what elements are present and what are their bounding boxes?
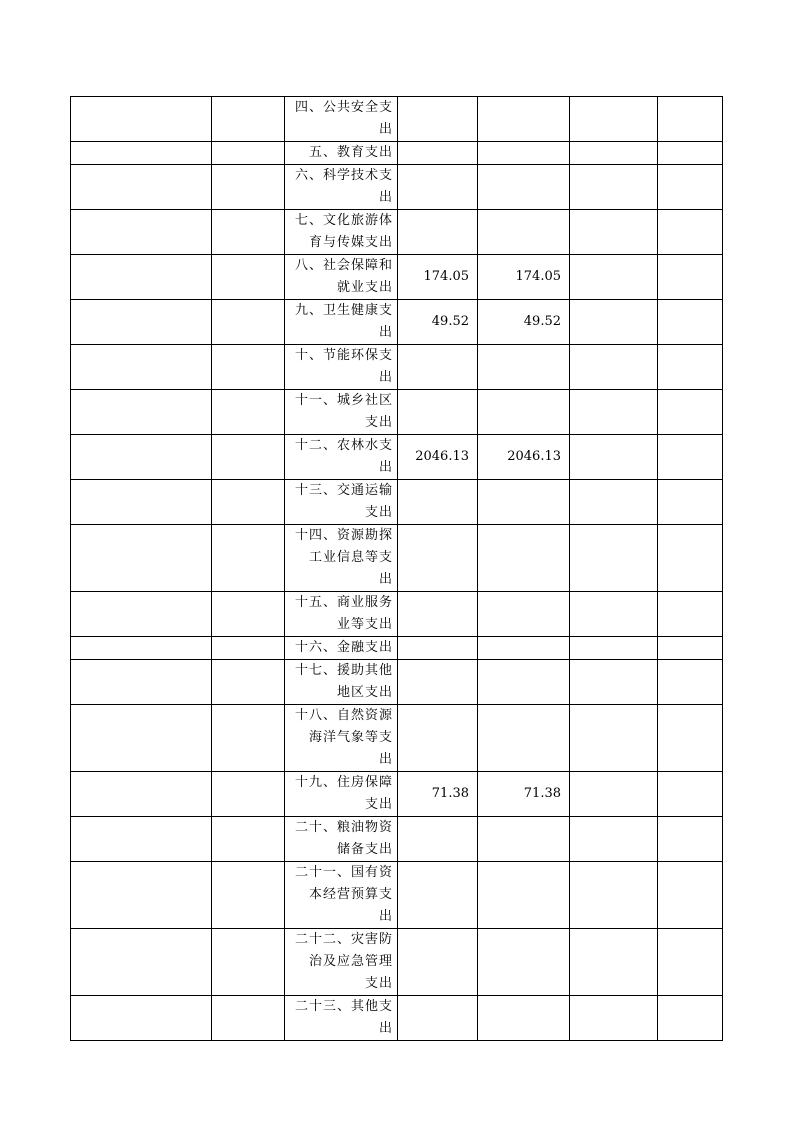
cell-item (285, 637, 398, 660)
table-row (71, 525, 723, 592)
cell-col6 (570, 772, 658, 817)
cell-amount (398, 637, 478, 660)
cell-item-text: 十四、资源勘探 工业信息等支 出 (294, 528, 393, 587)
cell-col6 (570, 390, 658, 435)
table-row (71, 345, 723, 390)
cell-col1 (71, 480, 212, 525)
cell-amount2 (478, 772, 570, 817)
cell-col1 (71, 142, 212, 165)
cell-amount2 (478, 345, 570, 390)
cell-col1 (71, 996, 212, 1041)
cell-amount (398, 345, 478, 390)
cell-col2 (212, 817, 285, 862)
cell-amount-text: 2046.13 (415, 449, 469, 464)
table-row (71, 772, 723, 817)
table-row (71, 142, 723, 165)
cell-item (285, 996, 398, 1041)
cell-amount2 (478, 817, 570, 862)
cell-amount (398, 772, 478, 817)
cell-amount (398, 817, 478, 862)
cell-col2 (212, 390, 285, 435)
cell-amount2 (478, 165, 570, 210)
cell-col7 (658, 390, 723, 435)
cell-item (285, 300, 398, 345)
table-row (71, 210, 723, 255)
table-row (71, 637, 723, 660)
cell-amount2 (478, 390, 570, 435)
cell-item (285, 142, 398, 165)
cell-col6 (570, 435, 658, 480)
table-row (71, 390, 723, 435)
cell-col2 (212, 637, 285, 660)
cell-col1 (71, 300, 212, 345)
cell-item (285, 705, 398, 772)
cell-col2 (212, 862, 285, 929)
cell-col1 (71, 862, 212, 929)
cell-col6 (570, 817, 658, 862)
cell-col2 (212, 210, 285, 255)
cell-item (285, 592, 398, 637)
cell-item (285, 97, 398, 142)
cell-col2 (212, 345, 285, 390)
cell-item-text: 六、科学技术支 出 (294, 168, 393, 205)
cell-amount2 (478, 929, 570, 996)
cell-col1 (71, 525, 212, 592)
cell-col6 (570, 345, 658, 390)
table-row (71, 929, 723, 996)
cell-col1 (71, 210, 212, 255)
cell-item-text: 十六、金融支出 (294, 640, 393, 655)
cell-col7 (658, 345, 723, 390)
cell-item (285, 345, 398, 390)
cell-item (285, 480, 398, 525)
cell-item-text: 八、社会保障和 就业支出 (294, 258, 393, 295)
cell-col6 (570, 525, 658, 592)
cell-item (285, 435, 398, 480)
cell-amount2-text: 2046.13 (507, 449, 561, 464)
cell-col6 (570, 210, 658, 255)
cell-item (285, 210, 398, 255)
cell-col6 (570, 97, 658, 142)
cell-item-text: 二十、粮油物资 储备支出 (294, 820, 393, 857)
cell-col1 (71, 705, 212, 772)
cell-item-text: 十五、商业服务 业等支出 (294, 595, 393, 632)
cell-amount (398, 165, 478, 210)
table-row (71, 300, 723, 345)
cell-item-text: 七、文化旅游体 育与传媒支出 (294, 213, 393, 250)
cell-col6 (570, 660, 658, 705)
table-row (71, 817, 723, 862)
table-row (71, 255, 723, 300)
table-row (71, 165, 723, 210)
cell-col6 (570, 929, 658, 996)
cell-amount2 (478, 210, 570, 255)
cell-col7 (658, 996, 723, 1041)
table-row (71, 97, 723, 142)
cell-item-text: 十、节能环保支 出 (294, 348, 393, 385)
cell-amount2 (478, 300, 570, 345)
cell-item-text: 二十一、国有资 本经营预算支 出 (294, 865, 393, 924)
cell-col2 (212, 165, 285, 210)
table-row (71, 996, 723, 1041)
cell-col2 (212, 255, 285, 300)
cell-amount2 (478, 97, 570, 142)
cell-col6 (570, 480, 658, 525)
cell-item-text: 九、卫生健康支 出 (294, 303, 393, 340)
cell-col6 (570, 637, 658, 660)
cell-amount (398, 435, 478, 480)
cell-col2 (212, 660, 285, 705)
cell-col1 (71, 255, 212, 300)
table-row (71, 480, 723, 525)
cell-amount-text: 49.52 (431, 314, 469, 329)
cell-col7 (658, 929, 723, 996)
cell-col6 (570, 255, 658, 300)
cell-col2 (212, 525, 285, 592)
cell-amount (398, 300, 478, 345)
cell-amount2-text: 49.52 (523, 314, 561, 329)
cell-amount2 (478, 862, 570, 929)
cell-col6 (570, 142, 658, 165)
cell-col1 (71, 345, 212, 390)
cell-amount (398, 996, 478, 1041)
cell-item (285, 772, 398, 817)
cell-col7 (658, 592, 723, 637)
cell-amount2 (478, 637, 570, 660)
cell-col2 (212, 300, 285, 345)
cell-amount2 (478, 705, 570, 772)
cell-col2 (212, 996, 285, 1041)
cell-col7 (658, 480, 723, 525)
cell-amount2 (478, 660, 570, 705)
cell-col2 (212, 592, 285, 637)
cell-col7 (658, 525, 723, 592)
cell-item-text: 十一、城乡社区 支出 (294, 393, 393, 430)
cell-item-text: 十八、自然资源 海洋气象等支 出 (294, 708, 393, 767)
cell-col1 (71, 660, 212, 705)
cell-amount (398, 525, 478, 592)
cell-col1 (71, 929, 212, 996)
cell-col7 (658, 772, 723, 817)
table-row (71, 435, 723, 480)
cell-item-text: 五、教育支出 (308, 145, 393, 160)
cell-col1 (71, 772, 212, 817)
cell-item (285, 165, 398, 210)
cell-item (285, 862, 398, 929)
cell-item (285, 929, 398, 996)
cell-col7 (658, 637, 723, 660)
cell-item (285, 525, 398, 592)
cell-col6 (570, 705, 658, 772)
cell-item (285, 390, 398, 435)
cell-item-text: 十三、交通运输 支出 (294, 483, 393, 520)
cell-amount-text: 174.05 (423, 269, 469, 284)
cell-amount2 (478, 525, 570, 592)
expenditure-table (70, 96, 723, 1041)
cell-col2 (212, 772, 285, 817)
table-row (71, 660, 723, 705)
cell-amount2 (478, 435, 570, 480)
cell-col6 (570, 862, 658, 929)
cell-col1 (71, 637, 212, 660)
cell-amount (398, 929, 478, 996)
cell-col2 (212, 142, 285, 165)
cell-col7 (658, 862, 723, 929)
table-row (71, 862, 723, 929)
cell-amount (398, 705, 478, 772)
cell-col2 (212, 929, 285, 996)
cell-col1 (71, 390, 212, 435)
cell-amount (398, 660, 478, 705)
cell-col6 (570, 996, 658, 1041)
cell-col1 (71, 817, 212, 862)
cell-amount (398, 862, 478, 929)
cell-col2 (212, 705, 285, 772)
cell-item (285, 660, 398, 705)
cell-amount (398, 255, 478, 300)
cell-col6 (570, 592, 658, 637)
cell-col7 (658, 97, 723, 142)
cell-amount (398, 210, 478, 255)
cell-col2 (212, 480, 285, 525)
cell-col7 (658, 435, 723, 480)
cell-item-text: 二十二、灾害防 治及应急管理 支出 (294, 932, 393, 991)
cell-item-text: 十七、援助其他 地区支出 (294, 663, 393, 700)
cell-amount (398, 592, 478, 637)
cell-col7 (658, 165, 723, 210)
cell-amount2 (478, 255, 570, 300)
cell-amount (398, 142, 478, 165)
cell-col1 (71, 592, 212, 637)
cell-col7 (658, 660, 723, 705)
cell-col2 (212, 435, 285, 480)
cell-item-text: 十九、住房保障 支出 (294, 775, 393, 812)
cell-item-text: 二十三、其他支 出 (294, 999, 393, 1036)
cell-col1 (71, 165, 212, 210)
cell-col6 (570, 165, 658, 210)
cell-amount (398, 480, 478, 525)
table-row (71, 705, 723, 772)
cell-item (285, 817, 398, 862)
cell-col6 (570, 300, 658, 345)
cell-amount2 (478, 592, 570, 637)
cell-col7 (658, 300, 723, 345)
cell-amount2 (478, 996, 570, 1041)
cell-amount (398, 390, 478, 435)
cell-col7 (658, 210, 723, 255)
cell-col2 (212, 97, 285, 142)
cell-amount (398, 97, 478, 142)
cell-amount2 (478, 142, 570, 165)
cell-item-text: 四、公共安全支 出 (294, 100, 393, 137)
cell-amount2-text: 71.38 (523, 786, 561, 801)
cell-item (285, 255, 398, 300)
cell-item-text: 十二、农林水支 出 (294, 438, 393, 475)
cell-col7 (658, 142, 723, 165)
cell-col7 (658, 705, 723, 772)
cell-amount-text: 71.38 (431, 786, 469, 801)
table-body (71, 97, 723, 1041)
cell-col1 (71, 97, 212, 142)
cell-amount2-text: 174.05 (515, 269, 561, 284)
cell-col7 (658, 817, 723, 862)
cell-col7 (658, 255, 723, 300)
table-row (71, 592, 723, 637)
cell-col1 (71, 435, 212, 480)
cell-amount2 (478, 480, 570, 525)
